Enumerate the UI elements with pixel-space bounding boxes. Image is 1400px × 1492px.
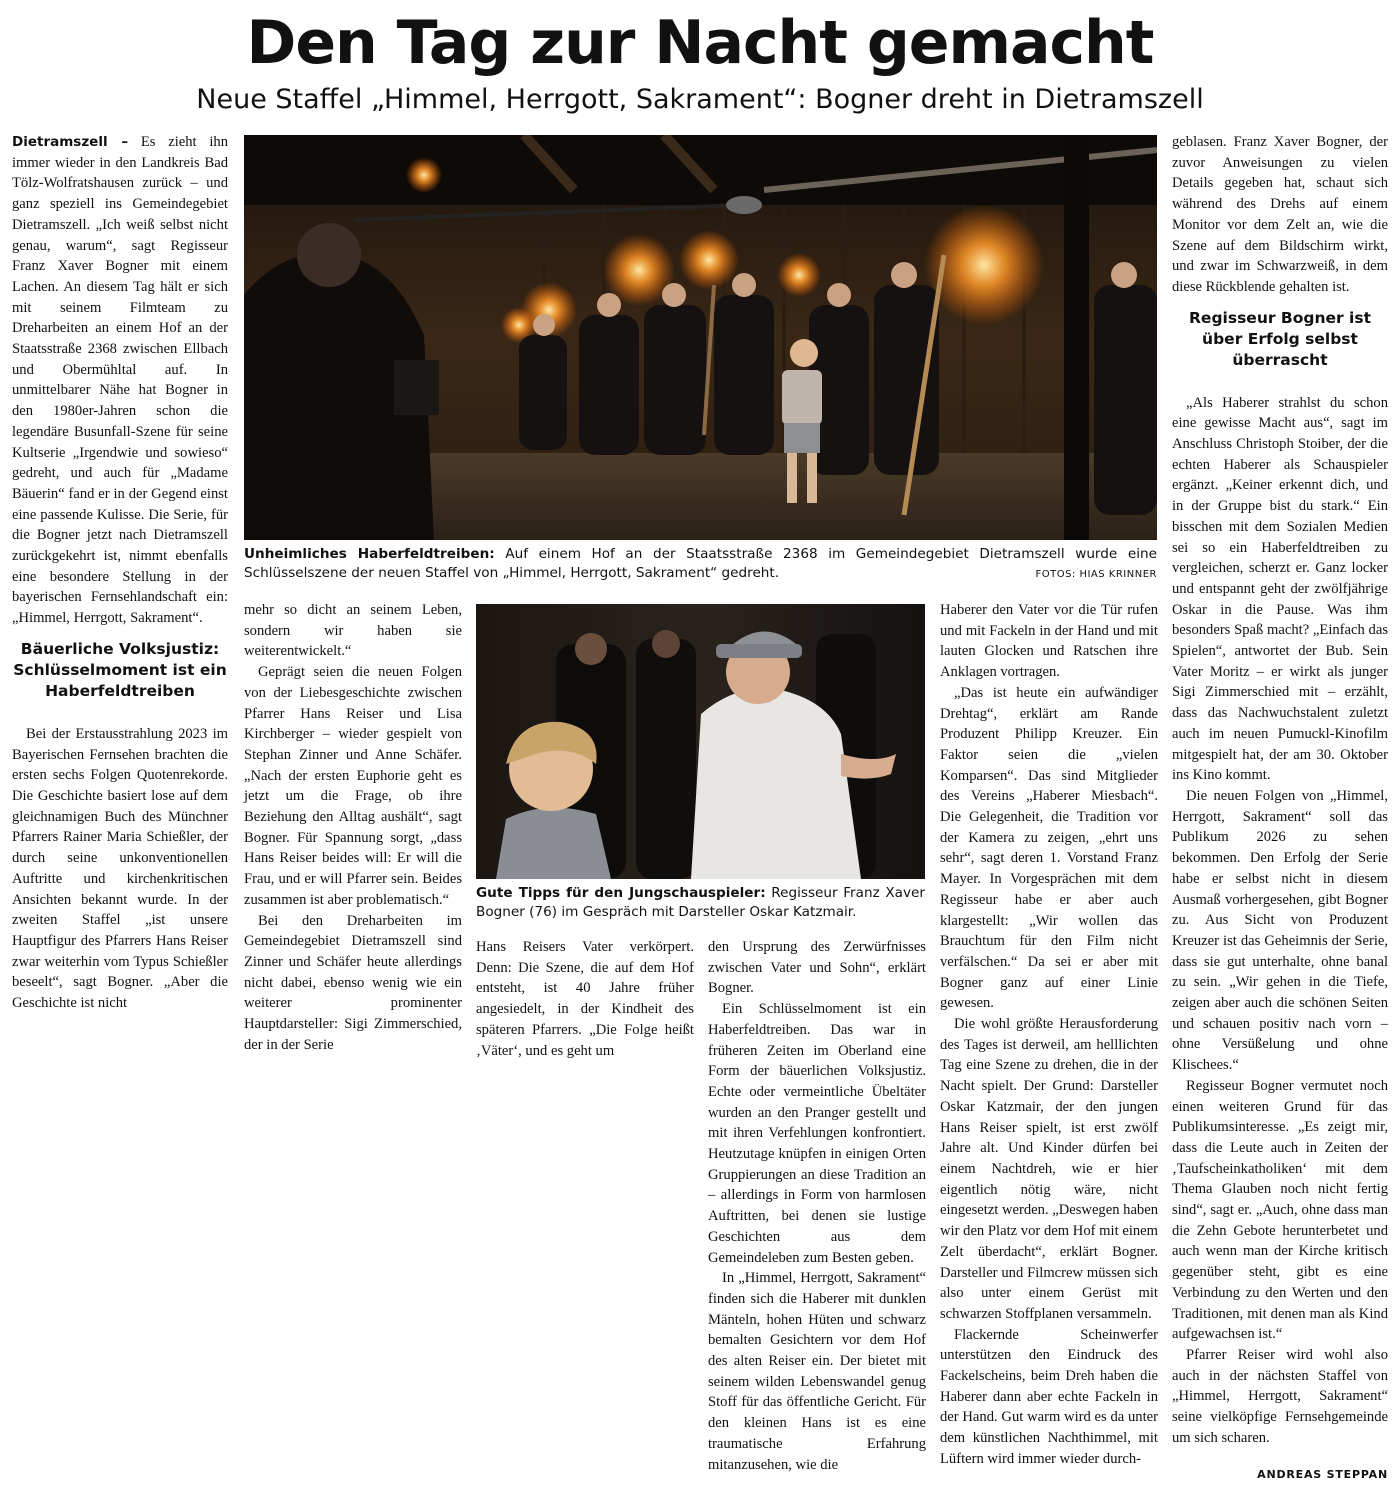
article-column-2 xyxy=(244,600,462,1055)
article-column-1 xyxy=(12,132,228,1014)
photo-haberfeldtreiben xyxy=(244,135,1157,540)
author-byline: ANDREAS STEPPAN xyxy=(1257,1468,1388,1481)
article-column-4 xyxy=(708,937,926,1475)
paragraph: „Als Haberer strahlst du schon eine gewisse Macht aus“, sagt im Anschluss Christoph Stoiber, der die echten Haberer als Schauspieler ergänzt. „Keiner erkennt dich, und in der Gruppe bist du stark.“ Ein bisschen mit dem Sozialen Medien sei so ein Haberfeldtreiben zu vergleichen, scherzt er. Ganz locker und entspannt geht der zwölfjährige Oskar in die Pause. Was ihm besonders Spaß macht? „Einfach das Spielen“, antwortet der Bub. Sein Vater Moritz – er wirkt als junger Sigi Zimmerschied mit – erzählt, dass das Nachwuchstalent zuletzt auch im neuen Pumuckl-Kinofilm mitgespielt hat, der am 30. Oktober ins Kino kommt. xyxy=(1172,394,1388,784)
paragraph: Haberer den Vater vor die Tür rufen und mit Fackeln in der Hand und mit lauten Glocken und Ratschen ihre Anklagen vortragen. xyxy=(940,602,1158,681)
paragraph: „Das ist heute ein aufwändiger Drehtag“, erklärt am Rande Produzent Philipp Kreuzer. Ein Faktor seien die „vielen Komparsen“. Das sind Mitglieder des Vereins „Haberer Miesbach“. Die Gelegenheit, die Tradition vor der Kamera zu zeigen, „ehrt uns sehr“, sagt deren 1. Vorstand Franz Mayer. In Vorgesprächen mit dem Regisseur habe er aber auch klargestellt: „Wir wollen das Brauchtum für den Film nicht verfälschen.“ Da sei er aber mit Bogner ganz auf einer Linie gewesen. xyxy=(940,684,1158,1012)
photo-caption-2: Gute Tipps für den Jungschauspieler: Regisseur Franz Xaver Bogner (76) im Gespräch mit Darsteller Oskar Katzmair. xyxy=(476,885,925,920)
paragraph: Dietramszell – Es zieht ihn immer wieder in den Landkreis Bad Tölz-Wolfratshausen zurück – und ganz speziell ins Gemeindegebiet Dietramszell. „Ich weiß selbst nicht genau, warum“, sagt Regisseur Franz Xaver Bogner mit einem Lachen. An diesem Tag hält er sich mit seinem Filmteam zu Dreharbeiten an einem Hof an der Staatsstraße 2368 zwischen Ellbach und Obermühltal auf. In unmittelbarer Nähe hat Bogner in den 1980er-Jahren schon die legendäre Busunfall-Szene für seine Kultserie „Irgendwie und sowieso“ gedreht, und auch für „Madame Bäuerin“ fand er in der Gegend einst eine passende Kulisse. Die Serie, für die Bogner jetzt nach Dietramszell zurückgekehrt ist, nimmt ebenfalls eine besondere Stellung in der bayerischen Fernsehlandschaft ein: „Himmel, Herrgott, Sakrament“. xyxy=(12,134,228,627)
paragraph: Ein Schlüsselmoment ist ein Haberfeldtreiben. Das war in früheren Zeiten im Oberland eine Form der bäuerlichen Volksjustiz. Echte oder vermeintliche Übeltäter wurden an den Pranger gestellt und mit ihren Verfehlungen konfrontiert. Heutzutage knüpfen in einigen Orten Gruppierungen an diese Tradition an – allerdings in Form von harmlosen Auftritten, bei denen sie lustige Geschichten aus dem Gemeindeleben zum Besten geben. xyxy=(708,1001,926,1266)
photo-caption-1: Unheimliches Haberfeldtreiben: Auf einem Hof an der Staatsstraße 2368 im Gemeindegebiet Dietramszell wurde eine Schlüsselszene der neuen Staffel von „Himmel, Herrgott, Sakrament“ gedreht. xyxy=(244,546,1157,581)
paragraph: Bei der Erstausstrahlung 2023 im Bayerischen Fernsehen brachten die ersten sechs Folgen Quotenrekorde. Die Geschichte basiert lose auf dem gleichnamigen Buch des Münchner Pfarrers Rainer Maria Schießler, der durch seine unkonventionellen Auftritte und kirchenkritischen Ansichten bekannt wurde. In der zweiten Staffel „ist unsere Hauptfigur des Pfarrers Hans Reiser zwar weiterhin vom Typus Schießler beseelt“, sagt Bogner. „Aber die Geschichte ist nicht xyxy=(12,725,228,1012)
article-column-3 xyxy=(476,937,694,1061)
paragraph: Hans Reisers Vater verkörpert. Denn: Die Szene, die auf dem Hof entsteht, ist 40 Jahre früher angesiedelt, in der Kindheit des späteren Pfarrers. „Die Folge heißt ‚Väter‘, und es geht um xyxy=(476,939,694,1059)
paragraph: Flackernde Scheinwerfer unterstützen den Eindruck des Fackelscheins, beim Dreh haben die Haberer dann aber echte Fackeln in der Hand. Gut warm wird es da unter dem künstlichen Nachthimmel, mit Lüftern wird immer wieder durch- xyxy=(940,1326,1158,1467)
paragraph: Bei den Dreharbeiten im Gemeindegebiet Dietramszell sind Zinner und Schäfer heute allerdings nicht dabei, ebenso wenig wie ein weiterer prominenter Hauptdarsteller: Sigi Zimmerschied, der in der Serie xyxy=(244,912,462,1053)
article-column-6 xyxy=(1172,132,1388,1448)
haberfeldtreiben-image xyxy=(244,135,1157,540)
photo-bogner-katzmair xyxy=(476,604,925,879)
caption-lead: Unheimliches Haberfeldtreiben: xyxy=(244,546,495,562)
subhead-volksjustiz: Bäuerliche Volksjustiz: Schlüsselmoment ist ein Haberfeldtreiben xyxy=(13,639,227,700)
paragraph: Regisseur Bogner vermutet noch einen weiteren Grund für das Publikumsinteresse. „Es zeigt mir, dass die Leute auch in Zeiten der ‚Taufscheinkatholiken‘ mit dem Thema Glauben noch nicht fertig sind“, sagt er. „Auch, ohne dass man die Zehn Gebote herunterbetet und auch wenn man der Kirche kritisch gegenüber steht, gibt es eine Verbindung zu den Werten und den Traditionen, mit denen man als Kind aufgewachsen ist.“ xyxy=(1172,1077,1388,1343)
paragraph: Pfarrer Reiser wird wohl also auch in der nächsten Staffel von „Himmel, Herrgott, Sakrament“ seine vielköpfige Fernsehgemeinde um sich scharen. xyxy=(1172,1346,1388,1446)
paragraph: Die wohl größte Herausforderung des Tages ist derweil, am helllichten Tag eine Szene zu drehen, die in der Nacht spielt. Der Grund: Darsteller Oskar Katzmair, der den jungen Hans Reiser spielt, ist erst zwölf Jahre alt. Und Kinder dürfen bei einem Nachtdreh, wie er hier eigentlich nötig wäre, nicht eingesetzt werden. „Deswegen haben wir den Platz vor dem Hof mit einem Zelt überdacht“, erklärt Bogner. Darsteller und Filmcrew müssen sich also unter einem Gerüst mit schwarzen Stoffplanen versammeln. xyxy=(940,1016,1158,1322)
paragraph: In „Himmel, Herrgott, Sakrament“ finden sich die Haberer mit dunklen Mänteln, hohen Hüten und schwarz bemalten Gesichtern vor dem Hof des alten Reiser ein. Der bietet mit seinem wilden Lebenswandel genug Stoff für das öffentliche Gericht. Für den kleinen Hans ist es eine traumatische Erfahrung mitanzusehen, wie die xyxy=(708,1270,926,1473)
dateline: Dietramszell – xyxy=(12,134,129,150)
caption-lead: Gute Tipps für den Jungschauspieler: xyxy=(476,885,766,901)
paragraph: geblasen. Franz Xaver Bogner, der zuvor Anweisungen zu vielen Details gegeben hat, schaut sich während des Drehs auf einem Monitor vor dem Zelt an, wie die Szene auf dem Bildschirm wirkt, und zwar im Schwarzweiß, in dem diese Rückblende gehalten ist. xyxy=(1172,134,1388,295)
bogner-katzmair-image xyxy=(476,604,925,879)
paragraph: den Ursprung des Zerwürfnisses zwischen Vater und Sohn“, erklärt Bogner. xyxy=(708,939,926,997)
paragraph: mehr so dicht an seinem Leben, sondern wir haben sie weiterentwickelt.“ xyxy=(244,602,462,660)
article-column-5 xyxy=(940,600,1158,1470)
paragraph: Geprägt seien die neuen Folgen von der Liebesgeschichte zwischen Pfarrer Hans Reiser und Lisa Kirchberger – wieder gespielt von Stephan Zinner und Anne Schäfer. „Nach der ersten Euphorie geht es jetzt um die Frage, ob ihre Beziehung den Alltag aushält“, sagt Bogner. Für Spannung sorgt, „dass Hans Reiser beides will: Er will die Frau, und er will Pfarrer sein. Beides zusammen ist aber problematisch.“ xyxy=(244,664,462,908)
photo-credit: FOTOS: HIAS KRINNER xyxy=(1035,569,1157,580)
subheadline: Neue Staffel „Himmel, Herrgott, Sakrament“: Bogner dreht in Dietramszell xyxy=(196,84,1204,115)
subhead-erfolg: Regisseur Bogner ist über Erfolg selbst überrascht xyxy=(1189,308,1371,369)
paragraph: Die neuen Folgen von „Himmel, Herrgott, Sakrament“ soll das Publikum 2026 zu sehen bekommen. Den Erfolg der Serie habe er selbst nicht in diesem Ausmaß vorhergesehen, gibt Bogner zu. Aus Sicht von Produzent Kreuzer ist das Geheimnis der Serie, dass sie gut unterhalte, ohne banal zu sein. „Wir gehen in die Tiefe, zeigen aber auch die schönen Seiten und schauen positiv nach vorn – ohne Versüßelung und ohne Klischees.“ xyxy=(1172,787,1388,1074)
headline: Den Tag zur Nacht gemacht xyxy=(246,8,1154,78)
